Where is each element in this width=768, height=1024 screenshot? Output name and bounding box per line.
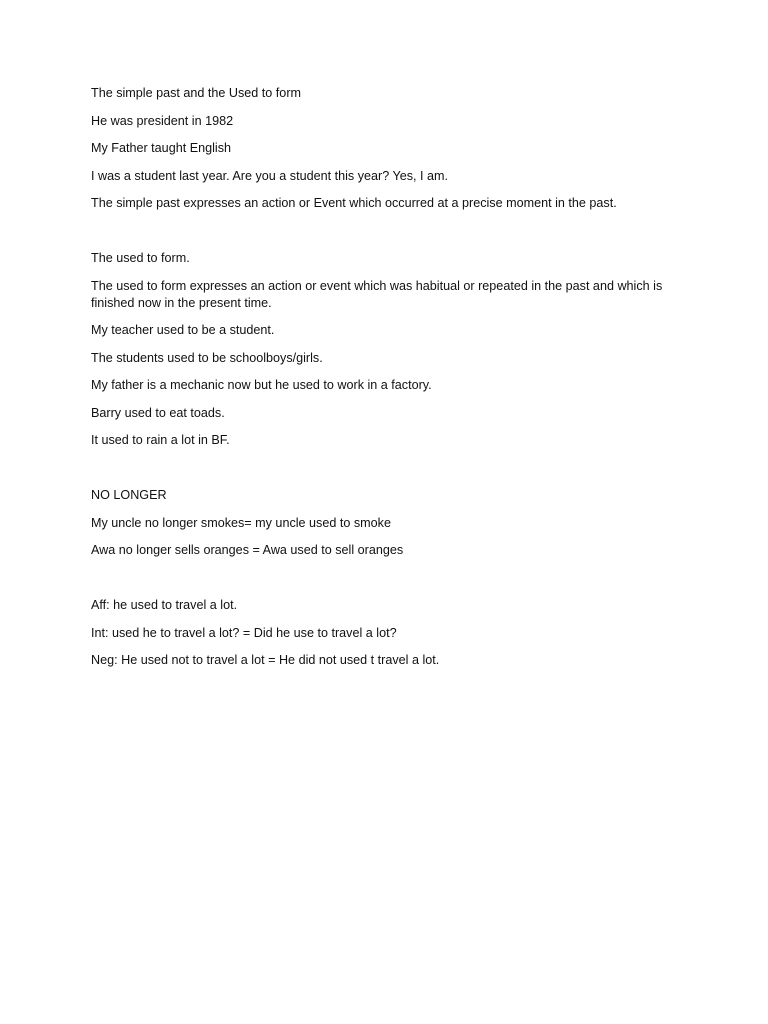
paragraph: My teacher used to be a student.	[91, 323, 275, 337]
paragraph: It used to rain a lot in BF.	[91, 433, 230, 447]
paragraph: Awa no longer sells oranges = Awa used to sell oranges	[91, 543, 404, 557]
empty-paragraph	[91, 570, 681, 587]
paragraph-title: The simple past and the Used to form	[91, 86, 301, 100]
paragraph: The used to form expresses an action or event which was habitual or repeated in the past and which is finished now in the present time.	[91, 278, 663, 310]
paragraph-heading: The used to form.	[91, 251, 190, 265]
paragraph: I was a student last year. Are you a student this year? Yes, I am.	[91, 168, 449, 183]
paragraph: My father is a mechanic now but he used to work in a factory.	[91, 378, 432, 392]
paragraph: The simple past expresses an action or Event which occurred at a precise moment in the past.	[91, 196, 617, 210]
paragraph: My uncle no longer smokes= my uncle used to smoke	[91, 515, 391, 530]
document-body	[91, 85, 681, 680]
paragraph: Aff: he used to travel a lot.	[91, 598, 238, 612]
paragraph: Barry used to eat toads.	[91, 405, 225, 420]
paragraph-heading: NO LONGER	[91, 488, 167, 502]
empty-paragraph	[91, 460, 681, 477]
empty-paragraph	[91, 223, 681, 240]
paragraph: Int: used he to travel a lot? = Did he use to travel a lot?	[91, 625, 397, 640]
paragraph: The students used to be schoolboys/girls.	[91, 350, 323, 365]
paragraph: He was president in 1982	[91, 113, 234, 128]
paragraph: Neg: He used not to travel a lot = He did not used t travel a lot.	[91, 653, 440, 667]
paragraph: My Father taught English	[91, 141, 232, 155]
